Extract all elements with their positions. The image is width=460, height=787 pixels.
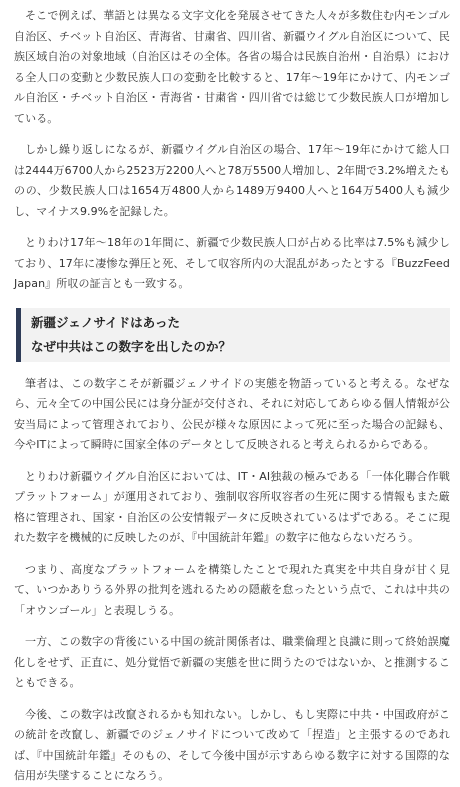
- heading-line-1: 新疆ジェノサイドはあった: [31, 314, 181, 330]
- paragraph: つまり、高度なプラットフォームを構築したことで現れた真実を中共自身が甘く見て、いつかありうる外界の批判を逃れるための隠蔽を怠ったという点で、これは中共の「オウンゴール」と表現しうる。: [14, 562, 450, 617]
- paragraph: とりわけ17年〜18年の1年間に、新疆で少数民族人口が占める比率は7.5%も減少しており、17年に凄惨な弾圧と死、そして収容所内の大混乱があったとする『BuzzFeed Japan』所収の証言とも一致する。: [14, 236, 450, 290]
- paragraph: 一方、この数字の背後にいる中国の統計関係者は、職業倫理と良識に則って終始誤魔化しをせず、正直に、処分覚悟で新疆の実態を世に問うたのではないか、と推測することもできる。: [14, 635, 450, 689]
- paragraph: そこで例えば、華語とは異なる文字文化を発展させてきた人々が多数住む内モンゴル自治区、チベット自治区、青海省、甘粛省、四川省、新疆ウイグル自治区について、民族区域自治の対象地域（自治区はその全体。各省の場合は民族自治州・自治県）における全人口の変動と少数民族人口の変動を比較すると、17年〜19年にかけて、内モンゴル自治区・チベット自治区・青海省・甘粛省・四川省では総じて少数民族人口が増加している。: [14, 9, 450, 125]
- paragraph: しかし繰り返しになるが、新疆ウイグル自治区の場合、17年〜19年にかけて総人口は2444万6700人から2523万2200人へと78万5500人増加し、2年間で3.2%増えたものの、少数民族人口は1654万4800人から1489万9400人へと164万5400人も減少し、マイナス9.9%を記録した。: [14, 143, 450, 218]
- section-heading: [16, 308, 450, 362]
- paragraph: 筆者は、この数字こそが新疆ジェノサイドの実態を物語っていると考える。なぜなら、元々全ての中国公民には身分証が交付され、それに対応してあらゆる個人情報が公安当局によって管理されており、公民が様々な原因によって死に至った場合の記録も、今やITによって瞬時に国家全体のデータとして反映されると考えられるからである。: [14, 376, 450, 451]
- paragraph: 今後、この数字は改竄されるかも知れない。しかし、もし実際に中共・中国政府がこの統計を改竄し、新疆でのジェノサイドについて改めて「捏造」と主張するのであれば、『中国統計年鑑』そのもの、そして今後中国が示すあらゆる数字に対する国際的な信用が失墜することになろう。: [14, 707, 450, 782]
- heading-line-2: なぜ中共はこの数字を出したのか？: [31, 338, 232, 354]
- paragraph: とりわけ新疆ウイグル自治区においては、IT・AI独裁の極みである「一体化聯合作戦プラットフォーム」が運用されており、強制収容所収容者の生死に関する情報もまた厳格に管理され、国家・自治区の公安情報データに反映されているはずである。そこに現れた数字を機械的に反映したのが、『中国統計年鑑』の数字に他ならないだろう。: [14, 469, 450, 544]
